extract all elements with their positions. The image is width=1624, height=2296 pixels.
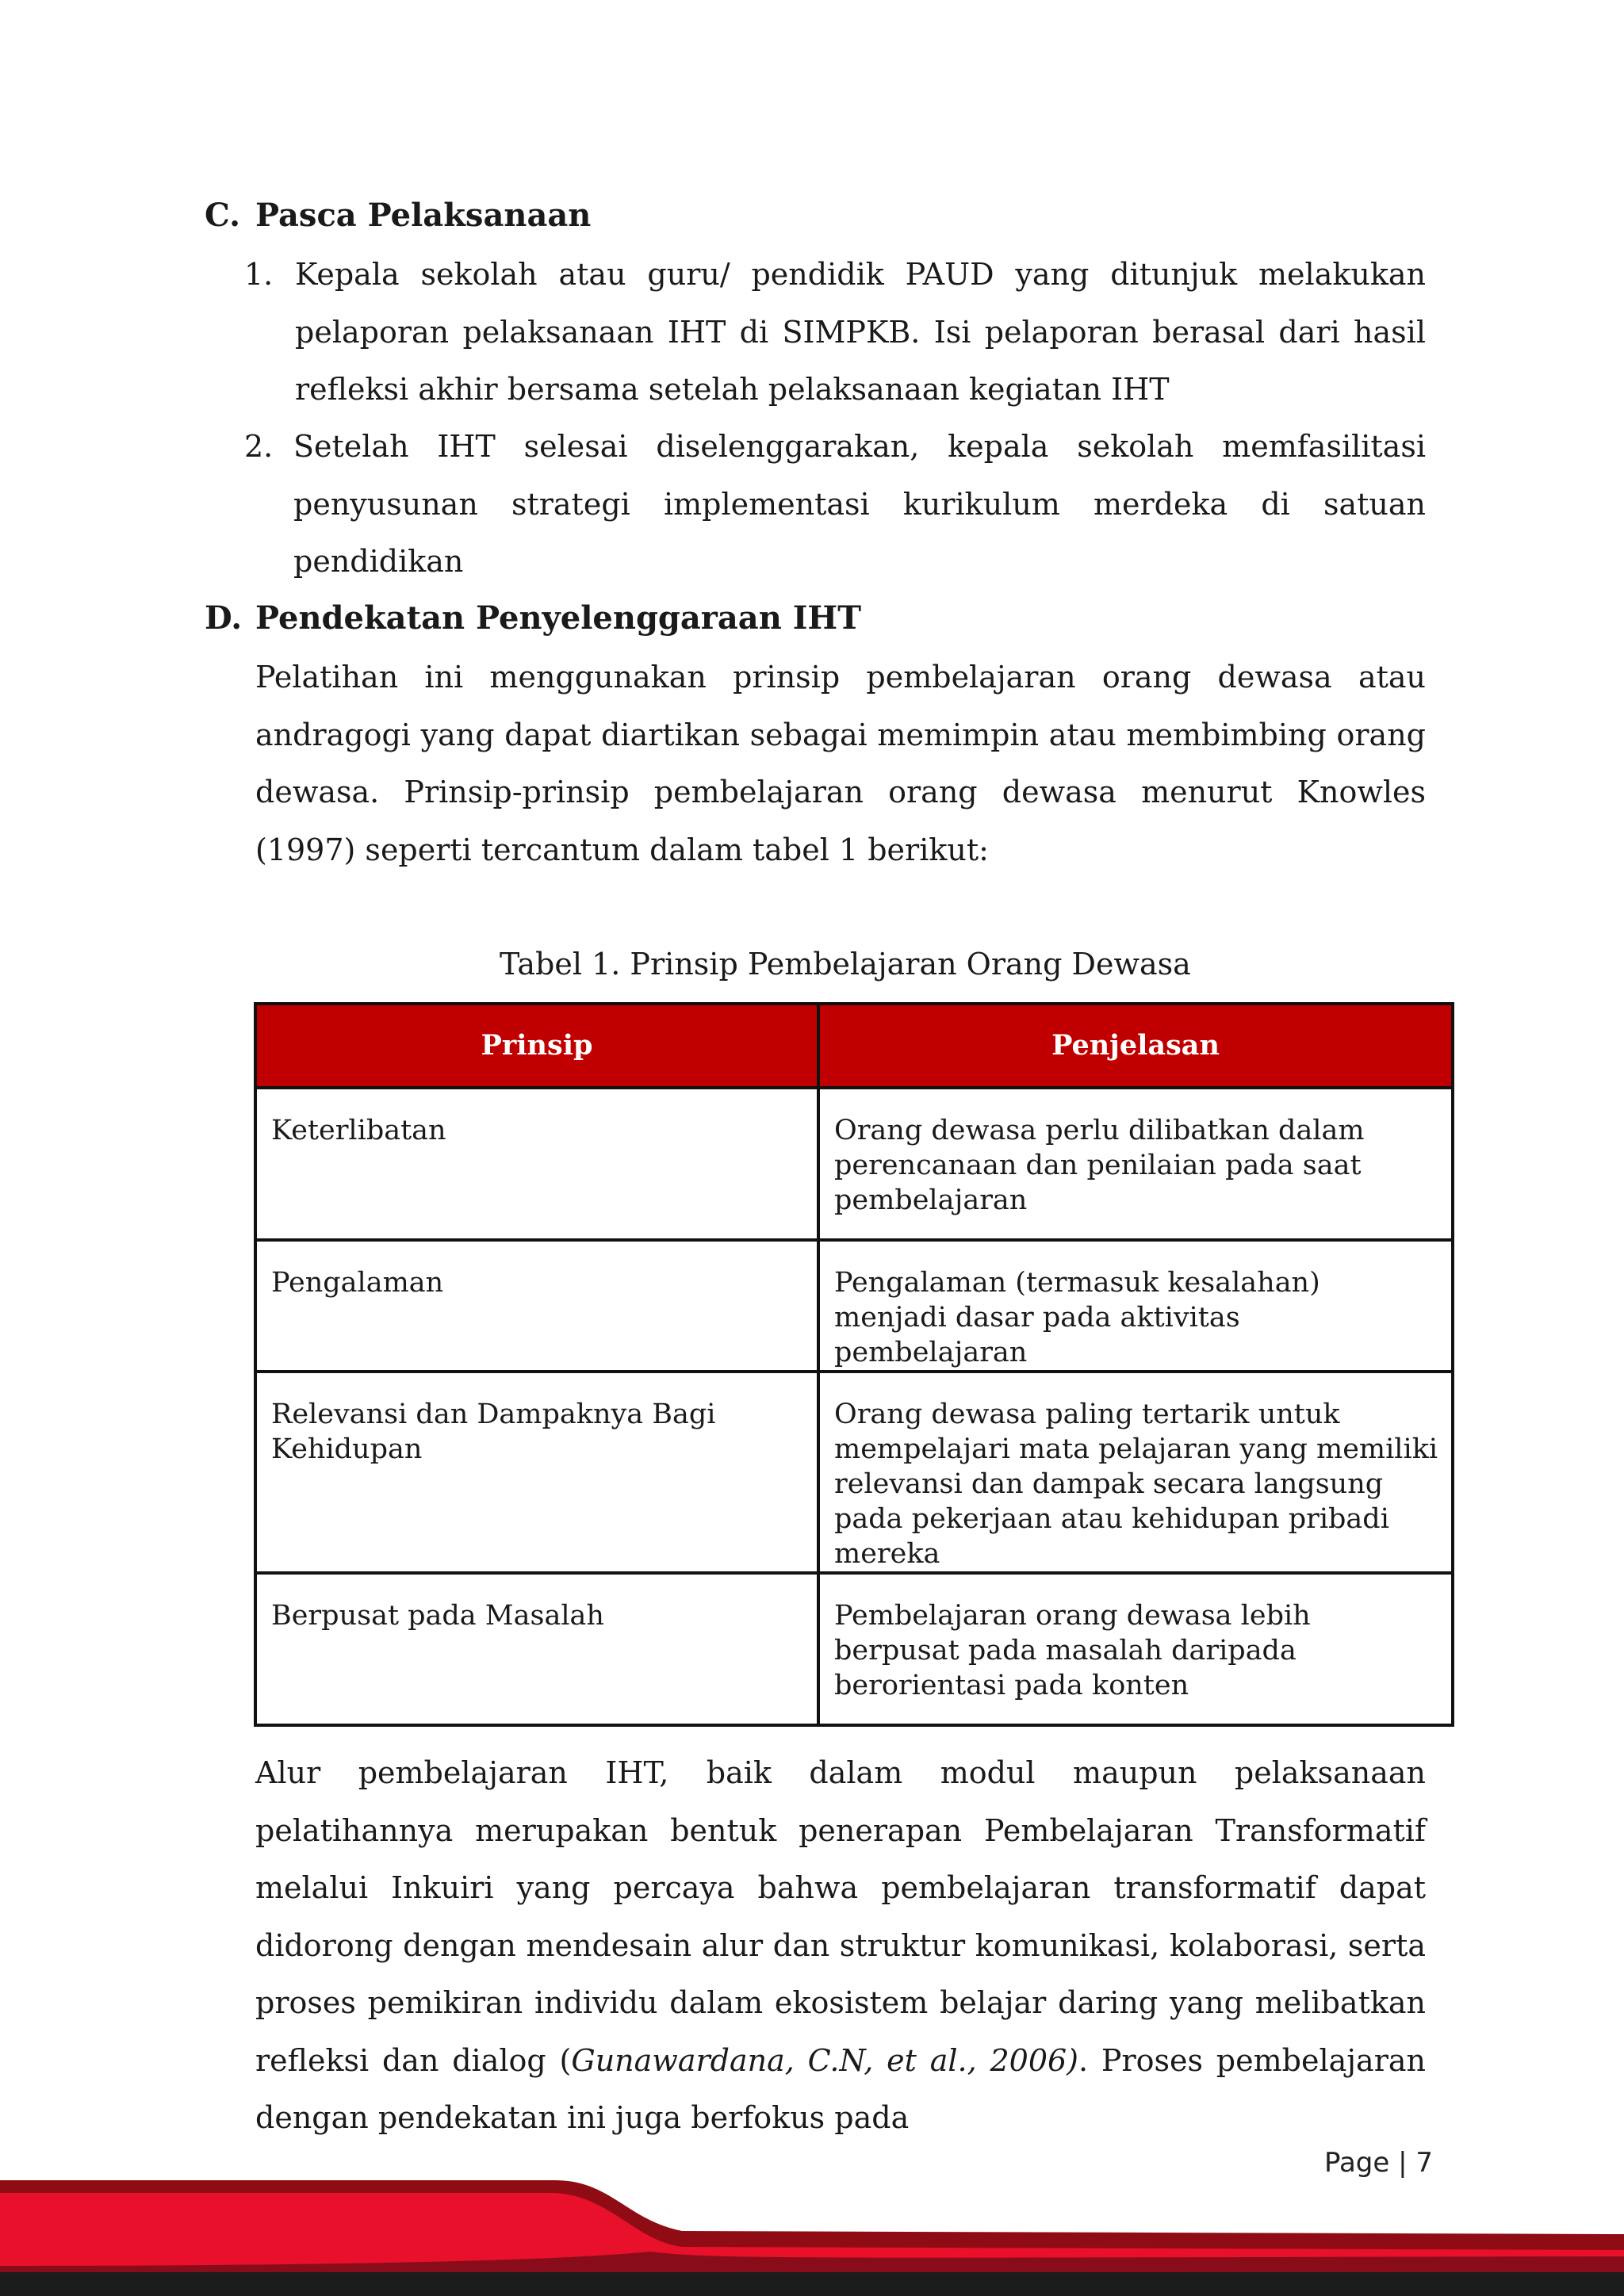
section-d-letter: D. (205, 599, 243, 637)
section-d-heading (205, 596, 861, 641)
footer-black-stripe (0, 2272, 1624, 2296)
principles-table (254, 1002, 1454, 1727)
list-item-text: Setelah IHT selesai diselenggarakan, kepala sekolah memfasilitasi penyusunan strategi implementasi kurikulum merdeka di satuan pendidikan (293, 429, 1426, 579)
table-cell-penjelasan: Orang dewasa perlu dilibatkan dalam perencanaan dan penilaian pada saat pembelajaran (818, 1088, 1453, 1240)
list-item-number: 1. (244, 257, 274, 292)
table-cell-penjelasan: Pengalaman (termasuk kesalahan) menjadi dasar pada aktivitas pembelajaran (818, 1240, 1453, 1372)
section-d-intro: Pelatihan ini menggunakan prinsip pembelajaran orang dewasa atau andragogi yang dapat diartikan sebagai memimpin atau membimbing orang dewasa. Prinsip-prinsip pembelajaran orang dewasa menurut Knowles (1997) seperti tercantum dalam tabel 1 berikut: (255, 660, 1426, 867)
section-d-closing (255, 1744, 1426, 2147)
footer-decoration (0, 2172, 1624, 2296)
page-number: Page | 7 (1324, 2147, 1434, 2179)
table-cell-penjelasan: Orang dewasa paling tertarik untuk mempelajari mata pelajaran yang memiliki relevansi dan dampak secara langsung pada pekerjaan atau kehidupan pribadi mereka (818, 1372, 1453, 1573)
list-item-text: Kepala sekolah atau guru/ pendidik PAUD yang ditunjuk melakukan pelaporan pelaksanaan IHT di SIMPKB. Isi pelaporan berasal dari hasil refleksi akhir bersama setelah pelaksanaan kegiatan IHT (295, 257, 1426, 407)
list-item-number: 2. (244, 429, 274, 464)
table-cell-prinsip: Keterlibatan (255, 1088, 818, 1240)
table-caption: Tabel 1. Prinsip Pembelajaran Orang Dewasa (500, 947, 1191, 982)
table-header-prinsip: Prinsip (255, 1004, 818, 1088)
table-row (255, 1573, 1453, 1725)
table-cell-prinsip: Pengalaman (255, 1240, 818, 1372)
table-cell-prinsip: Relevansi dan Dampaknya Bagi Kehidupan (255, 1372, 818, 1573)
closing-text: Alur pembelajaran IHT, baik dalam modul maupun pelaksanaan pelatihannya merupakan bentuk penerapan Pembelajaran Transformatif melalui Inkuiri yang percaya bahwa pembelajaran transformatif dapat didorong dengan mendesain alur dan struktur komunikasi, kolaborasi, serta proses pemikiran individu dalam ekosistem belajar daring yang melibatkan refleksi dan dialog ( (255, 1755, 1426, 2078)
section-c-letter: C. (205, 197, 241, 234)
citation: Gunawardana, C.N, et al., 2006) (571, 2042, 1078, 2078)
table-row (255, 1372, 1453, 1573)
section-c-heading (205, 193, 591, 238)
section-c-title: Pasca Pelaksanaan (255, 197, 592, 234)
table-row (255, 1088, 1453, 1240)
table-row (255, 1240, 1453, 1372)
table-header-row (255, 1004, 1453, 1088)
table-cell-penjelasan: Pembelajaran orang dewasa lebih berpusat pada masalah daripada berorientasi pada konten (818, 1573, 1453, 1725)
table-cell-prinsip: Berpusat pada Masalah (255, 1573, 818, 1725)
closing-text-end: . Proses pembelajaran dengan pendekatan ini juga berfokus pada (255, 2042, 1426, 2135)
table-header-penjelasan: Penjelasan (818, 1004, 1453, 1088)
section-d-title: Pendekatan Penyelenggaraan IHT (255, 599, 861, 637)
